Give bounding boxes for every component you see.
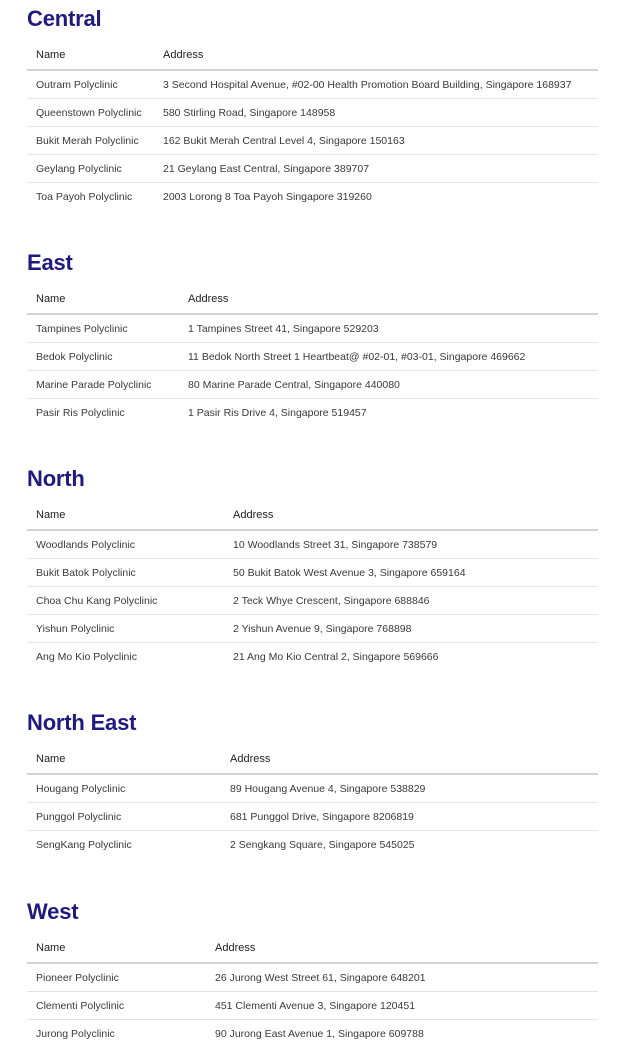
table-row <box>27 992 598 1020</box>
clinic-address: 1 Tampines Street 41, Singapore 529203 <box>179 314 598 343</box>
table-row <box>27 343 598 371</box>
table-header-row <box>27 501 598 530</box>
region-title: North East <box>27 710 137 735</box>
table-row <box>27 314 598 343</box>
clinic-address: 80 Marine Parade Central, Singapore 440080 <box>179 371 598 399</box>
region-title: West <box>27 899 79 924</box>
clinic-name: Toa Payoh Polyclinic <box>36 190 133 203</box>
region-north <box>27 465 598 670</box>
table-row <box>27 643 598 671</box>
clinic-name: Outram Polyclinic <box>27 70 154 99</box>
polyclinic-table <box>27 934 598 1047</box>
table-row <box>27 1020 598 1048</box>
clinic-address: 11 Bedok North Street 1 Heartbeat@ #02-01, #03-01, Singapore 469662 <box>179 343 598 371</box>
clinic-address: 10 Woodlands Street 31, Singapore 738579 <box>224 530 598 559</box>
table-row <box>27 831 598 859</box>
clinic-name: Bukit Merah Polyclinic <box>27 127 154 155</box>
clinic-name: Pioneer Polyclinic <box>27 963 206 992</box>
name-column-header: Name <box>27 41 154 70</box>
clinic-name: Ang Mo Kio Polyclinic <box>36 650 137 663</box>
region-title: Central <box>27 6 102 31</box>
clinic-address: 90 Jurong East Avenue 1, Singapore 609788 <box>215 1027 424 1040</box>
address-column-header: Address <box>221 745 598 774</box>
region-title: East <box>27 250 73 275</box>
polyclinic-table <box>27 285 598 426</box>
clinic-address: 50 Bukit Batok West Avenue 3, Singapore 659164 <box>224 559 598 587</box>
clinic-address: 3 Second Hospital Avenue, #02-00 Health Promotion Board Building, Singapore 168937 <box>154 70 598 99</box>
table-row <box>27 155 598 183</box>
clinic-name: Choa Chu Kang Polyclinic <box>27 587 224 615</box>
table-row <box>27 587 598 615</box>
table-row <box>27 530 598 559</box>
polyclinic-table <box>27 501 598 670</box>
address-column-header: Address <box>206 934 598 963</box>
clinic-name: Hougang Polyclinic <box>27 774 221 803</box>
clinic-name: SengKang Polyclinic <box>36 838 132 851</box>
table-row <box>27 99 598 127</box>
table-row <box>27 70 598 99</box>
clinic-name: Marine Parade Polyclinic <box>27 371 179 399</box>
region-east <box>27 249 598 426</box>
clinic-address: 89 Hougang Avenue 4, Singapore 538829 <box>221 774 598 803</box>
clinic-address: 21 Ang Mo Kio Central 2, Singapore 569666 <box>233 650 439 663</box>
polyclinic-table <box>27 745 598 858</box>
clinic-address: 681 Punggol Drive, Singapore 8206819 <box>221 803 598 831</box>
clinic-address: 162 Bukit Merah Central Level 4, Singapore 150163 <box>154 127 598 155</box>
clinic-name: Woodlands Polyclinic <box>27 530 224 559</box>
clinic-address: 580 Stirling Road, Singapore 148958 <box>154 99 598 127</box>
table-header-row <box>27 934 598 963</box>
clinic-address: 1 Pasir Ris Drive 4, Singapore 519457 <box>188 406 367 419</box>
table-row <box>27 183 598 211</box>
table-row <box>27 615 598 643</box>
name-column-header: Name <box>27 934 206 963</box>
clinic-name: Bukit Batok Polyclinic <box>27 559 224 587</box>
region-west <box>27 898 598 1047</box>
table-row <box>27 559 598 587</box>
clinic-name: Bedok Polyclinic <box>27 343 179 371</box>
name-column-header: Name <box>27 285 179 314</box>
table-row <box>27 963 598 992</box>
clinic-address: 2003 Lorong 8 Toa Payoh Singapore 319260 <box>163 190 372 203</box>
clinic-name: Yishun Polyclinic <box>27 615 224 643</box>
address-column-header: Address <box>154 41 598 70</box>
clinic-address: 26 Jurong West Street 61, Singapore 648201 <box>206 963 598 992</box>
region-north-east <box>27 709 598 858</box>
name-column-header: Name <box>27 501 224 530</box>
clinic-name: Clementi Polyclinic <box>27 992 206 1020</box>
clinic-name: Pasir Ris Polyclinic <box>36 406 125 419</box>
clinic-name: Queenstown Polyclinic <box>27 99 154 127</box>
table-row <box>27 127 598 155</box>
table-header-row <box>27 745 598 774</box>
clinic-address: 21 Geylang East Central, Singapore 389707 <box>154 155 598 183</box>
table-row <box>27 399 598 427</box>
clinic-name: Tampines Polyclinic <box>27 314 179 343</box>
address-column-header: Address <box>224 501 598 530</box>
table-row <box>27 803 598 831</box>
table-row <box>27 371 598 399</box>
clinic-address: 2 Teck Whye Crescent, Singapore 688846 <box>224 587 598 615</box>
clinic-name: Punggol Polyclinic <box>27 803 221 831</box>
polyclinic-table <box>27 41 598 210</box>
table-row <box>27 774 598 803</box>
clinic-name: Geylang Polyclinic <box>27 155 154 183</box>
clinic-address: 2 Yishun Avenue 9, Singapore 768898 <box>224 615 598 643</box>
table-header-row <box>27 41 598 70</box>
region-central <box>27 5 598 210</box>
region-title: North <box>27 466 85 491</box>
address-column-header: Address <box>179 285 598 314</box>
clinic-address: 451 Clementi Avenue 3, Singapore 120451 <box>206 992 598 1020</box>
clinic-address: 2 Sengkang Square, Singapore 545025 <box>230 838 415 851</box>
table-header-row <box>27 285 598 314</box>
name-column-header: Name <box>27 745 221 774</box>
clinic-name: Jurong Polyclinic <box>36 1027 115 1040</box>
